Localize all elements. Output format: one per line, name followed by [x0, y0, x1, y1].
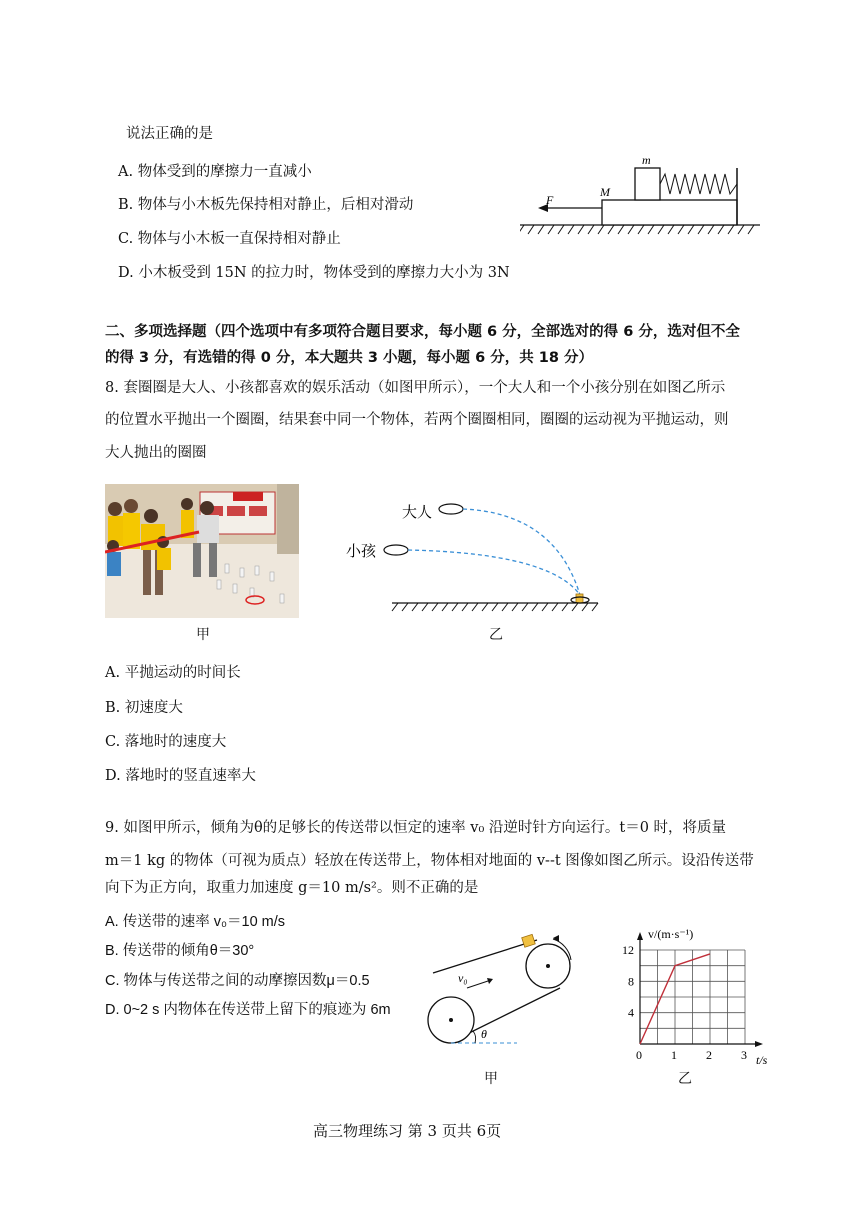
q8-fig-jia-caption: 甲 — [196, 627, 210, 643]
page-footer: 高三物理练习 第 3 页共 6页 — [313, 1122, 502, 1140]
q8-trajectory-figure — [340, 495, 610, 620]
q7-board-spring-figure — [520, 150, 765, 240]
q8-option-b: B. 初速度大 — [105, 700, 183, 716]
vt-y-tick-label: 8 — [628, 974, 634, 989]
q7-option-b: B. 物体与小木板先保持相对静止，后相对滑动 — [118, 197, 414, 213]
vt-xlabel: t/s — [756, 1053, 768, 1067]
q9-option-d: D. 0~2 s 内物体在传送带上留下的痕迹为 6m — [105, 1002, 391, 1018]
q9-option-c: C. 物体与传送带之间的动摩擦因数μ＝0.5 — [105, 973, 370, 989]
q9-label-v0: v₀ — [458, 971, 468, 985]
q9-conveyor-belt-figure — [425, 930, 585, 1048]
vt-x-tick-label: 1 — [671, 1048, 677, 1062]
vt-y-tick-label: 4 — [628, 1005, 634, 1020]
q9-label-theta: θ — [481, 1027, 487, 1041]
q9-stem-line3: 向下为正方向，取重力加速度 g＝10 m/s²。则不正确的是 — [105, 880, 479, 896]
q8-fig-yi-caption: 乙 — [489, 627, 503, 643]
vt-y-tick-label: 12 — [622, 943, 634, 957]
q8-label-adult: 大人 — [402, 505, 433, 521]
q8-option-d: D. 落地时的竖直速率大 — [105, 768, 256, 784]
q8-label-child: 小孩 — [346, 544, 377, 560]
vt-x-tick-label: 0 — [636, 1048, 642, 1062]
q7-label-board-M: M — [600, 185, 610, 199]
q9-stem-line2: m＝1 kg 的物体（可视为质点）轻放在传送带上，物体相对地面的 v--t 图像如图乙所示。设沿传送带 — [105, 853, 754, 869]
q9-stem-line1: 9. 如图甲所示，倾角为θ的足够长的传送带以恒定的速率 v₀ 沿逆时针方向运行。t＝0 时，将质量 — [105, 820, 727, 836]
section2-heading-line2: 的得 3 分，有选错的得 0 分，本大题共 3 小题，每小题 6 分，共 18 分） — [105, 350, 594, 366]
q7-option-d: D. 小木板受到 15N 的拉力时，物体受到的摩擦力大小为 3N — [118, 265, 510, 281]
q7-option-c: C. 物体与小木板一直保持相对静止 — [118, 231, 341, 247]
q9-fig-jia-caption: 甲 — [484, 1071, 498, 1087]
vt-grid — [640, 950, 745, 1044]
q7-stem-tail: 说法正确的是 — [126, 126, 213, 142]
section2-heading-line1: 二、多项选择题（四个选项中有多项符合题目要求，每小题 6 分，全部选对的得 6 分，选对但不全 — [105, 324, 740, 340]
vt-y-arrow — [637, 932, 643, 940]
q9-vt-chart — [606, 922, 786, 1072]
q9-option-b: B. 传送带的倾角θ＝30° — [105, 943, 255, 959]
vt-x-tick-label: 3 — [741, 1048, 747, 1062]
vt-ylabel: v/(m·s⁻¹) — [648, 927, 694, 941]
q8-stem-line2: 的位置水平抛出一个圈圈，结果套中同一个物体，若两个圈圈相同，圈圈的运动视为平抛运动，则 — [105, 412, 729, 428]
vt-x-tick-label: 2 — [706, 1048, 712, 1062]
q7-option-a: A. 物体受到的摩擦力一直减小 — [118, 164, 312, 180]
q9-option-a: A. 传送带的速率 v₀＝10 m/s — [105, 914, 286, 930]
q8-stem-line1: 8. 套圈圈是大人、小孩都喜欢的娱乐活动（如图甲所示），一个大人和一个小孩分别在如图乙所示 — [105, 380, 726, 396]
q8-ring-toss-photo — [105, 484, 299, 618]
q8-stem-line3: 大人抛出的圈圈 — [105, 445, 207, 461]
vt-axes — [637, 932, 763, 1047]
vt-x-arrow — [755, 1041, 763, 1047]
q8-option-c: C. 落地时的速度大 — [105, 734, 227, 750]
q7-label-force-F: F — [546, 193, 554, 207]
q9-fig-yi-caption: 乙 — [678, 1071, 692, 1087]
q7-label-m: m — [642, 153, 651, 167]
q8-option-a: A. 平抛运动的时间长 — [105, 665, 241, 681]
